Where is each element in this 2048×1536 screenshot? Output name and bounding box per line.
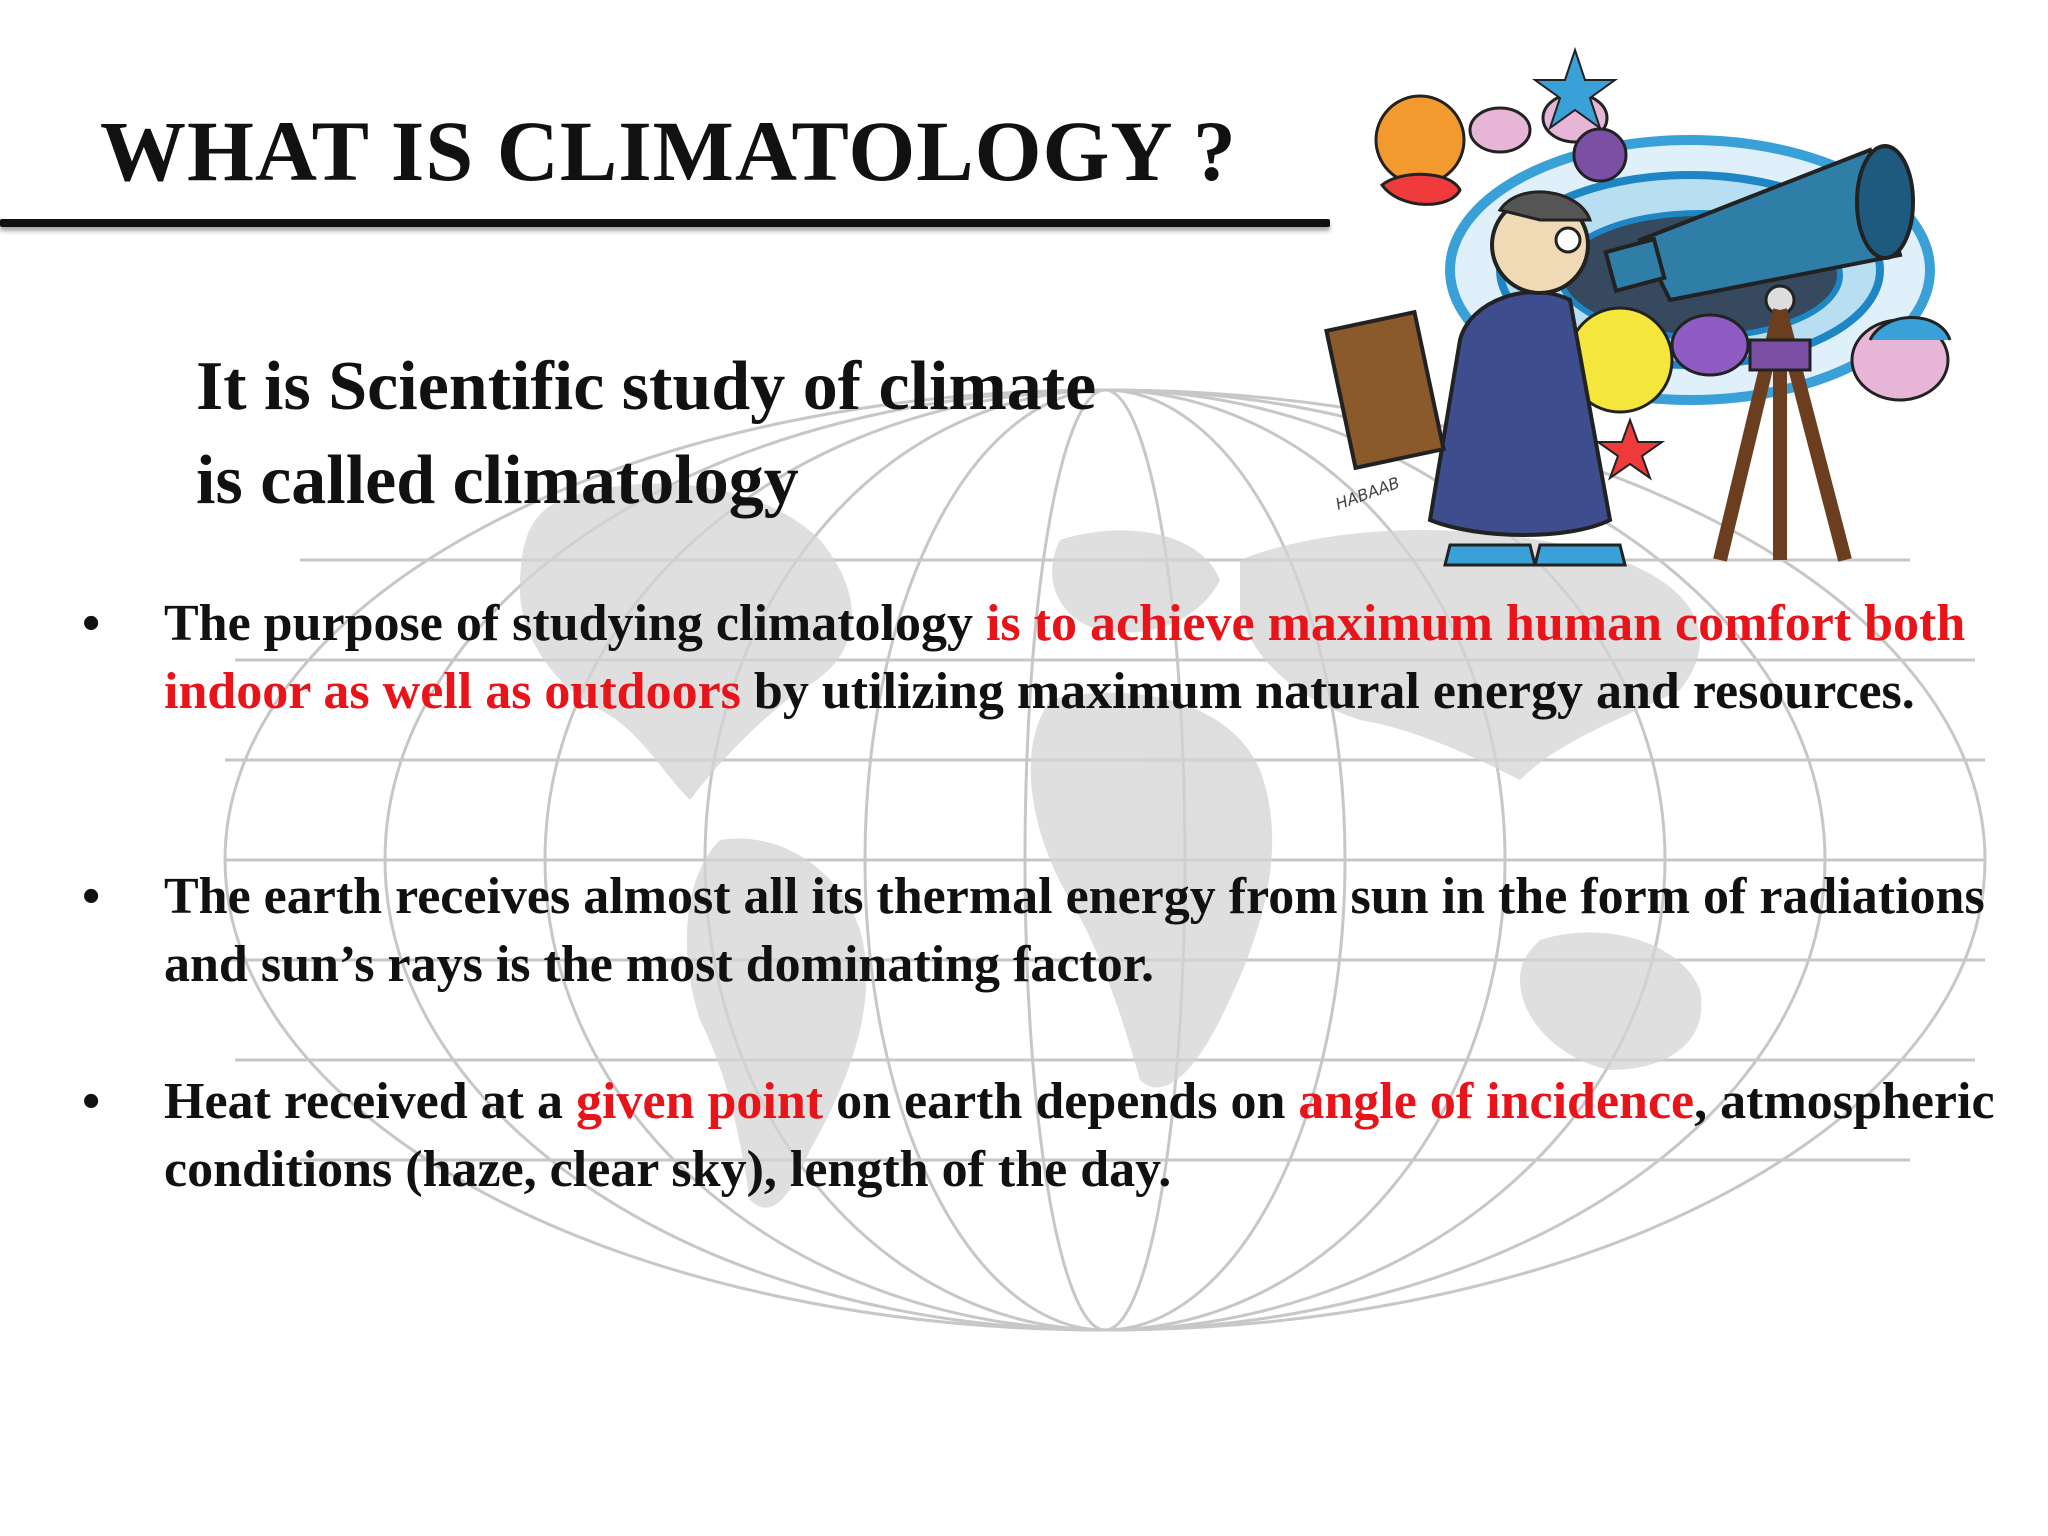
highlighted-text: given point [576, 1073, 824, 1130]
bullet-text-segment: on earth depends on [823, 1073, 1299, 1130]
bullet-marker: • [82, 1073, 101, 1130]
purple-planet-icon [1574, 129, 1626, 181]
definition-line-2: is called climatology [196, 442, 799, 519]
bullet-text [164, 590, 2004, 726]
orange-planet-icon [1376, 96, 1464, 184]
astronomer-telescope-illustration [1310, 40, 1970, 600]
highlighted-text: angle of incidence [1298, 1073, 1695, 1130]
definition-text [196, 340, 1246, 528]
red-star-icon [1598, 420, 1662, 478]
bullet-marker: • [82, 595, 101, 652]
clipboard-icon [1326, 312, 1443, 468]
bullet-text-segment: , atmospheric conditions (haze, clear sky), length of the day. [164, 1073, 1995, 1198]
bullet-text [164, 863, 2004, 999]
pink-planet-icon [1470, 108, 1530, 152]
title-underline [0, 219, 1330, 227]
bullet-text-segment: The purpose of studying climatology [164, 595, 986, 652]
bullet-text [164, 1068, 2004, 1204]
definition-line-1: It is Scientific study of climate [196, 348, 1097, 425]
slide-title: WHAT IS CLIMATOLOGY ? [100, 103, 1237, 199]
bullet-text-segment: by utilizing maximum natural energy and resources. [740, 663, 1915, 720]
bullet-text-segment: The earth receives almost all its thermal energy from sun in the form of radiations and sun’s rays is the most dominating factor. [164, 868, 1985, 993]
bullet-text-segment: Heat received at a [164, 1073, 576, 1130]
bullet-marker: • [82, 868, 101, 925]
artist-signature: HABAAB [1332, 473, 1403, 514]
highlighted-text: is to achieve maximum human comfort both indoor as well as outdoors [164, 595, 1966, 720]
